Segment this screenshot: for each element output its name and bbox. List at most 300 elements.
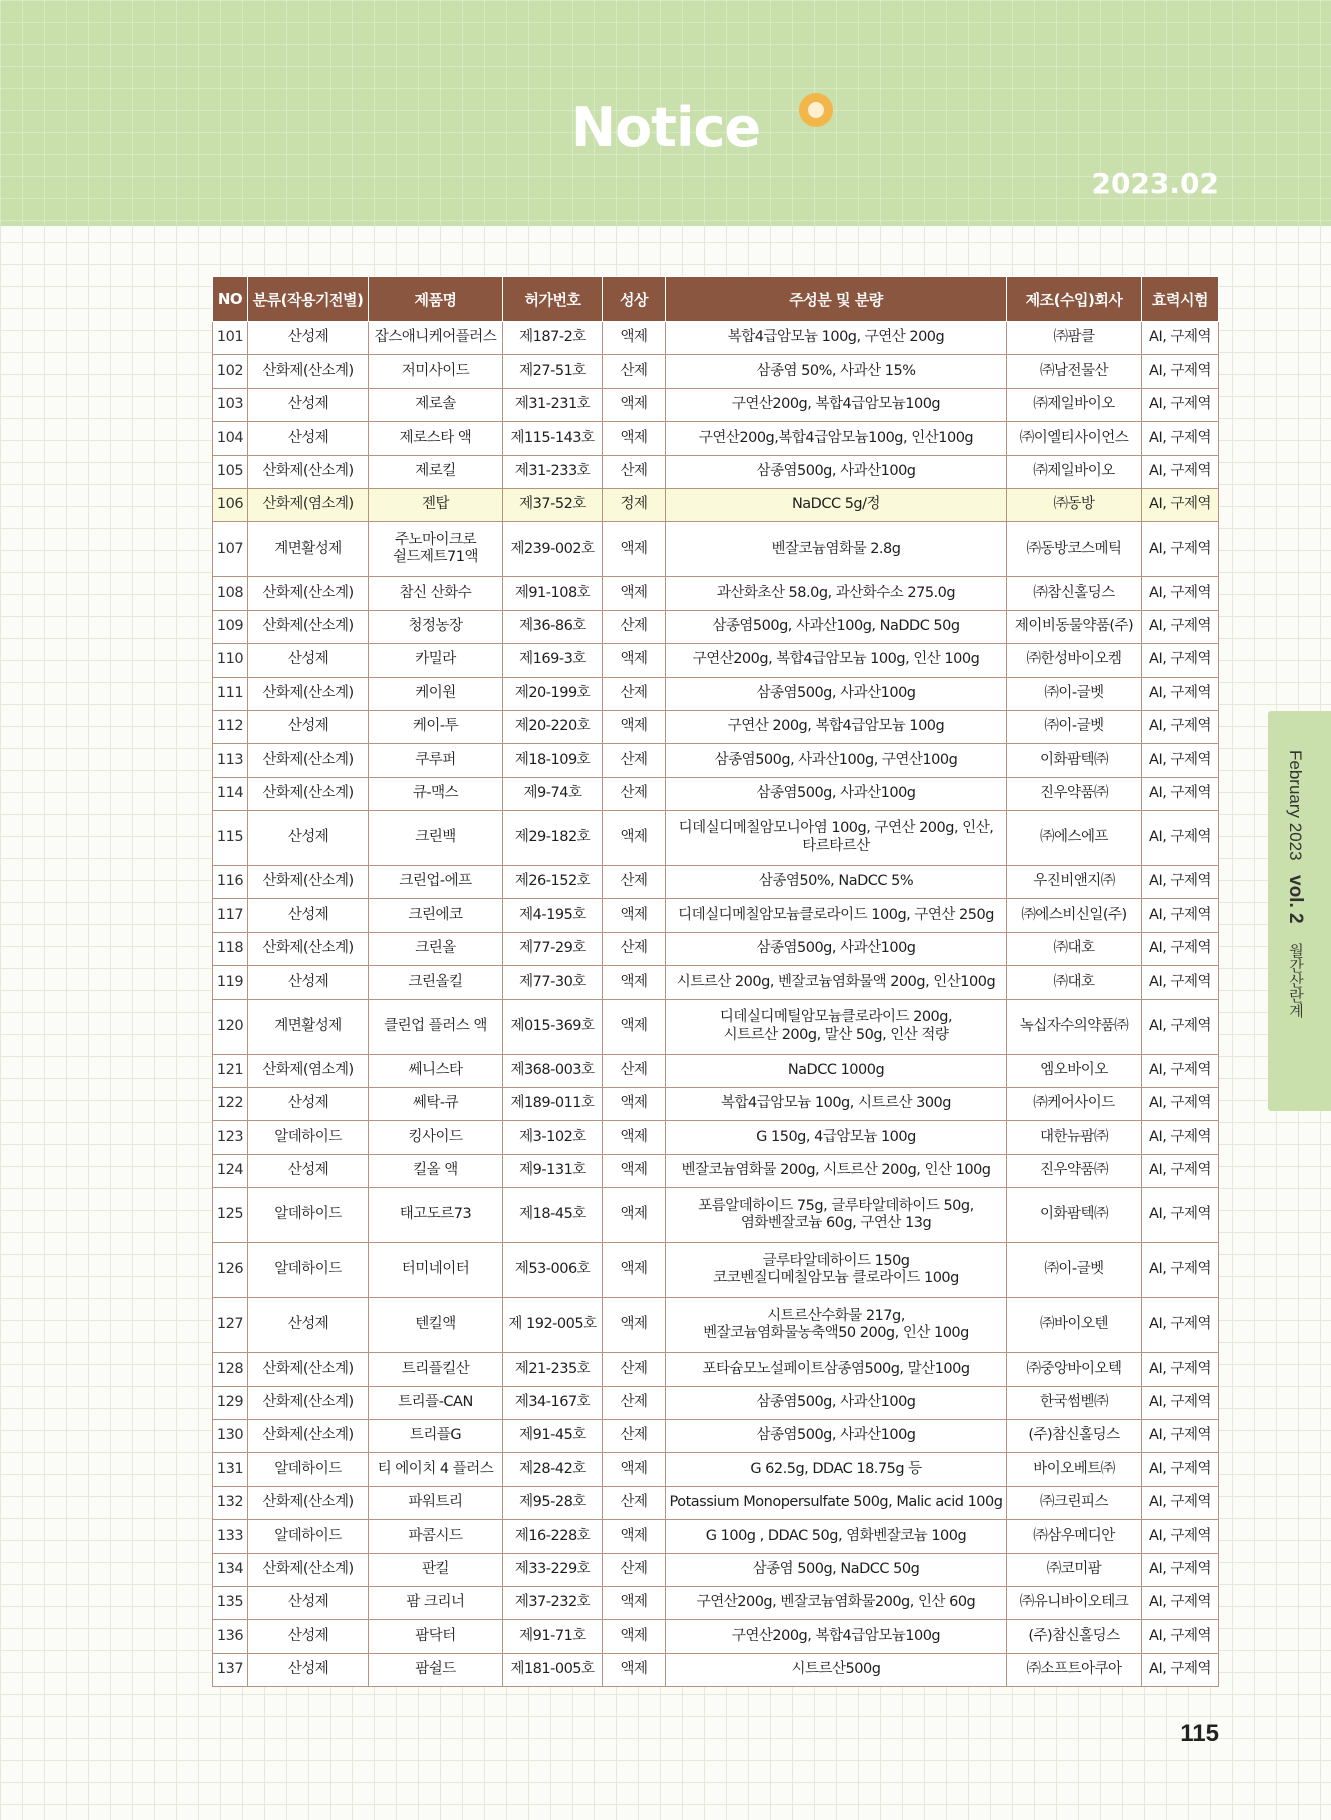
cell-ingredients: 시트르산수화물 217g, 벤잘코늄염화물농축액50 200g, 인산 100g — [666, 1298, 1007, 1353]
cell-test: AI, 구제역 — [1142, 1553, 1219, 1586]
cell-category: 산화제(산소계) — [248, 866, 369, 899]
cell-maker: 바이오베트㈜ — [1007, 1453, 1142, 1486]
cell-no: 113 — [213, 744, 248, 777]
cell-maker: 우진비앤지㈜ — [1007, 866, 1142, 899]
cell-ingredients: 벤잘코늄염화물 200g, 시트르산 200g, 인산 100g — [666, 1154, 1007, 1187]
cell-license: 제169-3호 — [503, 644, 603, 677]
cell-no: 137 — [213, 1653, 248, 1686]
cell-license: 제015-369호 — [503, 999, 603, 1054]
cell-test: AI, 구제역 — [1142, 488, 1219, 521]
cell-ingredients: 구연산200g, 벤잘코늄염화물200g, 인산 60g — [666, 1586, 1007, 1619]
cell-category: 알데하이드 — [248, 1243, 369, 1298]
cell-maker: ㈜삼우메디안 — [1007, 1520, 1142, 1553]
cell-test: AI, 구제역 — [1142, 1154, 1219, 1187]
disinfectant-table — [212, 276, 1219, 1687]
cell-form: 액제 — [603, 966, 666, 999]
cell-product: 케이-투 — [369, 710, 503, 743]
cell-category: 산화제(염소계) — [248, 1054, 369, 1087]
cell-product: 크린에코 — [369, 899, 503, 932]
cell-category: 산화제(산소계) — [248, 1553, 369, 1586]
cell-no: 114 — [213, 777, 248, 810]
cell-category: 산성제 — [248, 388, 369, 421]
cell-maker: 제이비동물약품(주) — [1007, 610, 1142, 643]
cell-license: 제28-42호 — [503, 1453, 603, 1486]
cell-form: 산제 — [603, 1353, 666, 1386]
cell-form: 액제 — [603, 1520, 666, 1553]
cell-maker: 한국썸벧㈜ — [1007, 1386, 1142, 1419]
cell-ingredients: 과산화초산 58.0g, 과산화수소 275.0g — [666, 577, 1007, 610]
cell-product: 제로스타 액 — [369, 422, 503, 455]
cell-test: AI, 구제역 — [1142, 966, 1219, 999]
cell-test: AI, 구제역 — [1142, 455, 1219, 488]
cell-ingredients: G 100g , DDAC 50g, 염화벤잘코늄 100g — [666, 1520, 1007, 1553]
table-row — [213, 355, 1219, 388]
cell-maker: ㈜이엘티사이언스 — [1007, 422, 1142, 455]
cell-product: 트리플G — [369, 1419, 503, 1452]
cell-no: 106 — [213, 488, 248, 521]
cell-category: 계면활성제 — [248, 999, 369, 1054]
cell-ingredients: 삼종염500g, 사과산100g — [666, 932, 1007, 965]
table-row — [213, 1520, 1219, 1553]
cell-no: 127 — [213, 1298, 248, 1353]
cell-ingredients: 삼종염500g, 사과산100g — [666, 455, 1007, 488]
cell-form: 산제 — [603, 455, 666, 488]
cell-no: 119 — [213, 966, 248, 999]
cell-product: 크린백 — [369, 811, 503, 866]
cell-maker: ㈜이-글벳 — [1007, 677, 1142, 710]
side-tab-volume: vol. 2 — [1285, 875, 1306, 924]
cell-maker: ㈜에스비신일(주) — [1007, 899, 1142, 932]
table-row — [213, 932, 1219, 965]
table-row — [213, 1088, 1219, 1121]
cell-maker: ㈜크린피스 — [1007, 1486, 1142, 1519]
cell-maker: 진우약품㈜ — [1007, 1154, 1142, 1187]
table-header-row — [213, 277, 1219, 322]
cell-form: 산제 — [603, 1386, 666, 1419]
cell-product: 제로솔 — [369, 388, 503, 421]
cell-product: 쎄탁-큐 — [369, 1088, 503, 1121]
table-row — [213, 811, 1219, 866]
cell-maker: ㈜동방코스메틱 — [1007, 522, 1142, 577]
cell-test: AI, 구제역 — [1142, 1188, 1219, 1243]
cell-test: AI, 구제역 — [1142, 1453, 1219, 1486]
cell-product: 터미네이터 — [369, 1243, 503, 1298]
cell-product: 참신 산화수 — [369, 577, 503, 610]
cell-product: 잡스애니케어플러스 — [369, 322, 503, 355]
cell-form: 액제 — [603, 710, 666, 743]
cell-product: 티 에이치 4 플러스 — [369, 1453, 503, 1486]
cell-test: AI, 구제역 — [1142, 610, 1219, 643]
cell-category: 산화제(산소계) — [248, 610, 369, 643]
cell-license: 제53-006호 — [503, 1243, 603, 1298]
cell-form: 액제 — [603, 899, 666, 932]
cell-no: 121 — [213, 1054, 248, 1087]
cell-license: 제34-167호 — [503, 1386, 603, 1419]
column-header-no: NO — [213, 277, 248, 322]
cell-license: 제18-45호 — [503, 1188, 603, 1243]
column-header-license: 허가번호 — [503, 277, 603, 322]
cell-no: 107 — [213, 522, 248, 577]
cell-test: AI, 구제역 — [1142, 1054, 1219, 1087]
table-row — [213, 322, 1219, 355]
cell-no: 109 — [213, 610, 248, 643]
cell-test: AI, 구제역 — [1142, 355, 1219, 388]
cell-no: 129 — [213, 1386, 248, 1419]
cell-license: 제77-30호 — [503, 966, 603, 999]
cell-product: 판킬 — [369, 1553, 503, 1586]
cell-maker: ㈜바이오텐 — [1007, 1298, 1142, 1353]
cell-no: 132 — [213, 1486, 248, 1519]
cell-test: AI, 구제역 — [1142, 744, 1219, 777]
cell-category: 계면활성제 — [248, 522, 369, 577]
table-row — [213, 710, 1219, 743]
cell-maker: ㈜제일바이오 — [1007, 455, 1142, 488]
cell-form: 산제 — [603, 932, 666, 965]
cell-no: 123 — [213, 1121, 248, 1154]
table-row — [213, 1121, 1219, 1154]
table-row — [213, 422, 1219, 455]
table-row — [213, 744, 1219, 777]
cell-license: 제181-005호 — [503, 1653, 603, 1686]
cell-form: 액제 — [603, 577, 666, 610]
cell-form: 액제 — [603, 1298, 666, 1353]
cell-license: 제91-71호 — [503, 1620, 603, 1653]
cell-license: 제95-28호 — [503, 1486, 603, 1519]
cell-category: 산화제(산소계) — [248, 1386, 369, 1419]
cell-product: 파워트리 — [369, 1486, 503, 1519]
table-row — [213, 899, 1219, 932]
cell-maker: ㈜대호 — [1007, 966, 1142, 999]
cell-maker: 대한뉴팜㈜ — [1007, 1121, 1142, 1154]
cell-no: 102 — [213, 355, 248, 388]
cell-test: AI, 구제역 — [1142, 522, 1219, 577]
table-row — [213, 1353, 1219, 1386]
cell-form: 산제 — [603, 744, 666, 777]
cell-category: 산화제(산소계) — [248, 1486, 369, 1519]
table-row — [213, 488, 1219, 521]
table-row — [213, 1154, 1219, 1187]
cell-form: 산제 — [603, 677, 666, 710]
cell-product: 저미사이드 — [369, 355, 503, 388]
cell-license: 제9-74호 — [503, 777, 603, 810]
cell-test: AI, 구제역 — [1142, 932, 1219, 965]
cell-license: 제31-231호 — [503, 388, 603, 421]
cell-ingredients: 디데실디메틸암모늄클로라이드 200g, 시트르산 200g, 말산 50g, 인산 적량 — [666, 999, 1007, 1054]
cell-form: 액제 — [603, 644, 666, 677]
table-row — [213, 866, 1219, 899]
cell-maker: ㈜동방 — [1007, 488, 1142, 521]
cell-test: AI, 구제역 — [1142, 710, 1219, 743]
cell-test: AI, 구제역 — [1142, 322, 1219, 355]
cell-form: 산제 — [603, 610, 666, 643]
cell-category: 산화제(산소계) — [248, 744, 369, 777]
cell-maker: ㈜유니바이오테크 — [1007, 1586, 1142, 1619]
cell-product: 트리플킬산 — [369, 1353, 503, 1386]
cell-category: 산성제 — [248, 644, 369, 677]
cell-test: AI, 구제역 — [1142, 999, 1219, 1054]
cell-form: 액제 — [603, 1653, 666, 1686]
table-row — [213, 1386, 1219, 1419]
cell-license: 제189-011호 — [503, 1088, 603, 1121]
cell-license: 제3-102호 — [503, 1121, 603, 1154]
cell-maker: ㈜소프트아쿠아 — [1007, 1653, 1142, 1686]
cell-maker: ㈜코미팜 — [1007, 1553, 1142, 1586]
page-number: 115 — [1180, 1720, 1219, 1747]
side-tab-month-year: February 2023 — [1286, 750, 1305, 861]
issue-date: 2023.02 — [1091, 167, 1219, 200]
cell-no: 134 — [213, 1553, 248, 1586]
cell-product: 팜 크리너 — [369, 1586, 503, 1619]
cell-test: AI, 구제역 — [1142, 1586, 1219, 1619]
cell-category: 산성제 — [248, 1298, 369, 1353]
cell-form: 액제 — [603, 999, 666, 1054]
cell-no: 116 — [213, 866, 248, 899]
column-header-ingredients: 주성분 및 분량 — [666, 277, 1007, 322]
cell-test: AI, 구제역 — [1142, 1298, 1219, 1353]
cell-license: 제91-108호 — [503, 577, 603, 610]
cell-test: AI, 구제역 — [1142, 677, 1219, 710]
cell-no: 110 — [213, 644, 248, 677]
cell-ingredients: 삼종염500g, 사과산100g — [666, 677, 1007, 710]
cell-maker: ㈜제일바이오 — [1007, 388, 1142, 421]
cell-product: 주노마이크로 쉴드제트71액 — [369, 522, 503, 577]
cell-product: 큐-맥스 — [369, 777, 503, 810]
cell-license: 제20-220호 — [503, 710, 603, 743]
cell-product: 트리플-CAN — [369, 1386, 503, 1419]
cell-category: 산성제 — [248, 1088, 369, 1121]
cell-form: 액제 — [603, 1154, 666, 1187]
cell-no: 120 — [213, 999, 248, 1054]
cell-ingredients: Potassium Monopersulfate 500g, Malic acid 100g — [666, 1486, 1007, 1519]
cell-form: 액제 — [603, 1586, 666, 1619]
cell-license: 제16-228호 — [503, 1520, 603, 1553]
cell-form: 액제 — [603, 522, 666, 577]
cell-test: AI, 구제역 — [1142, 1386, 1219, 1419]
cell-form: 액제 — [603, 1088, 666, 1121]
table-row — [213, 1486, 1219, 1519]
table-row — [213, 1298, 1219, 1353]
cell-license: 제9-131호 — [503, 1154, 603, 1187]
cell-form: 산제 — [603, 355, 666, 388]
table-row — [213, 1553, 1219, 1586]
table-row — [213, 1586, 1219, 1619]
cell-product: 크린올 — [369, 932, 503, 965]
cell-ingredients: NaDCC 5g/정 — [666, 488, 1007, 521]
column-header-test: 효력시험 — [1142, 277, 1219, 322]
cell-form: 액제 — [603, 1243, 666, 1298]
cell-form: 산제 — [603, 777, 666, 810]
column-header-form: 성상 — [603, 277, 666, 322]
cell-product: 파콤시드 — [369, 1520, 503, 1553]
cell-maker: ㈜팜클 — [1007, 322, 1142, 355]
cell-test: AI, 구제역 — [1142, 1419, 1219, 1452]
cell-product: 클린업 플러스 액 — [369, 999, 503, 1054]
side-tab-magazine: 월간산란계 — [1287, 942, 1304, 1018]
cell-license: 제 192-005호 — [503, 1298, 603, 1353]
cell-ingredients: 포름알데하이드 75g, 글루타알데하이드 50g, 염화벤잘코늄 60g, 구연산 13g — [666, 1188, 1007, 1243]
cell-ingredients: 삼종염 50%, 사과산 15% — [666, 355, 1007, 388]
cell-no: 125 — [213, 1188, 248, 1243]
cell-product: 카밀라 — [369, 644, 503, 677]
table-row — [213, 1188, 1219, 1243]
cell-ingredients: 삼종염500g, 사과산100g — [666, 777, 1007, 810]
cell-test: AI, 구제역 — [1142, 777, 1219, 810]
cell-ingredients: 구연산200g, 복합4급암모늄100g — [666, 388, 1007, 421]
cell-license: 제239-002호 — [503, 522, 603, 577]
cell-no: 104 — [213, 422, 248, 455]
cell-product: 텐킬액 — [369, 1298, 503, 1353]
cell-no: 122 — [213, 1088, 248, 1121]
cell-license: 제18-109호 — [503, 744, 603, 777]
cell-form: 산제 — [603, 1553, 666, 1586]
cell-ingredients: 삼종염500g, 사과산100g — [666, 1386, 1007, 1419]
cell-category: 산성제 — [248, 422, 369, 455]
cell-form: 액제 — [603, 422, 666, 455]
cell-no: 115 — [213, 811, 248, 866]
cell-license: 제33-229호 — [503, 1553, 603, 1586]
table-row — [213, 1653, 1219, 1686]
cell-maker: 이화팜텍㈜ — [1007, 1188, 1142, 1243]
cell-maker: 진우약품㈜ — [1007, 777, 1142, 810]
cell-license: 제31-233호 — [503, 455, 603, 488]
cell-product: 킹사이드 — [369, 1121, 503, 1154]
cell-no: 101 — [213, 322, 248, 355]
table-row — [213, 522, 1219, 577]
cell-ingredients: 포타슘모노설페이트삼종염500g, 말산100g — [666, 1353, 1007, 1386]
cell-ingredients: 글루타알데하이드 150g 코코벤질디메칠암모늄 클로라이드 100g — [666, 1243, 1007, 1298]
table-row — [213, 610, 1219, 643]
cell-category: 알데하이드 — [248, 1121, 369, 1154]
cell-maker: ㈜참신홀딩스 — [1007, 577, 1142, 610]
cell-product: 케이원 — [369, 677, 503, 710]
cell-maker: (주)참신홀딩스 — [1007, 1620, 1142, 1653]
cell-ingredients: 구연산200g,복합4급암모늄100g, 인산100g — [666, 422, 1007, 455]
disinfectant-table-wrapper — [212, 276, 1218, 1687]
cell-maker: ㈜한성바이오켐 — [1007, 644, 1142, 677]
cell-test: AI, 구제역 — [1142, 1243, 1219, 1298]
cell-test: AI, 구제역 — [1142, 899, 1219, 932]
cell-license: 제77-29호 — [503, 932, 603, 965]
table-row — [213, 1419, 1219, 1452]
cell-form: 정제 — [603, 488, 666, 521]
cell-no: 112 — [213, 710, 248, 743]
cell-category: 알데하이드 — [248, 1188, 369, 1243]
cell-category: 산성제 — [248, 322, 369, 355]
cell-form: 산제 — [603, 1419, 666, 1452]
cell-category: 산화제(산소계) — [248, 932, 369, 965]
cell-ingredients: 삼종염500g, 사과산100g, NaDDC 50g — [666, 610, 1007, 643]
cell-product: 청정농장 — [369, 610, 503, 643]
table-body — [213, 322, 1219, 1687]
cell-test: AI, 구제역 — [1142, 1486, 1219, 1519]
cell-form: 액제 — [603, 1453, 666, 1486]
cell-no: 135 — [213, 1586, 248, 1619]
cell-license: 제36-86호 — [503, 610, 603, 643]
cell-category: 산성제 — [248, 811, 369, 866]
cell-test: AI, 구제역 — [1142, 811, 1219, 866]
cell-maker: 이화팜텍㈜ — [1007, 744, 1142, 777]
cell-no: 118 — [213, 932, 248, 965]
cell-form: 액제 — [603, 1620, 666, 1653]
cell-no: 126 — [213, 1243, 248, 1298]
cell-product: 쿠루퍼 — [369, 744, 503, 777]
cell-form: 액제 — [603, 1121, 666, 1154]
table-row — [213, 999, 1219, 1054]
cell-ingredients: 삼종염500g, 사과산100g — [666, 1419, 1007, 1452]
cell-form: 산제 — [603, 1486, 666, 1519]
cell-product: 쎄니스타 — [369, 1054, 503, 1087]
cell-no: 111 — [213, 677, 248, 710]
cell-category: 알데하이드 — [248, 1453, 369, 1486]
cell-maker: ㈜에스에프 — [1007, 811, 1142, 866]
cell-ingredients: 구연산200g, 복합4급암모늄 100g, 인산 100g — [666, 644, 1007, 677]
cell-category: 산화제(산소계) — [248, 1353, 369, 1386]
cell-category: 산성제 — [248, 899, 369, 932]
table-row — [213, 388, 1219, 421]
cell-product: 킬올 액 — [369, 1154, 503, 1187]
table-row — [213, 1453, 1219, 1486]
cell-test: AI, 구제역 — [1142, 577, 1219, 610]
table-row — [213, 577, 1219, 610]
cell-product: 태고도르73 — [369, 1188, 503, 1243]
cell-test: AI, 구제역 — [1142, 422, 1219, 455]
cell-license: 제29-182호 — [503, 811, 603, 866]
cell-ingredients: 삼종염500g, 사과산100g, 구연산100g — [666, 744, 1007, 777]
cell-no: 136 — [213, 1620, 248, 1653]
cell-category: 산화제(산소계) — [248, 1419, 369, 1452]
cell-ingredients: 디데실디메칠암모늄클로라이드 100g, 구연산 250g — [666, 899, 1007, 932]
cell-test: AI, 구제역 — [1142, 1088, 1219, 1121]
cell-category: 산화제(산소계) — [248, 455, 369, 488]
cell-test: AI, 구제역 — [1142, 388, 1219, 421]
table-row — [213, 677, 1219, 710]
table-row — [213, 966, 1219, 999]
cell-product: 팜닥터 — [369, 1620, 503, 1653]
cell-maker: (주)참신홀딩스 — [1007, 1419, 1142, 1452]
cell-no: 108 — [213, 577, 248, 610]
cell-category: 산성제 — [248, 710, 369, 743]
circle-dot-icon — [799, 93, 833, 127]
cell-ingredients: 시트르산500g — [666, 1653, 1007, 1686]
cell-test: AI, 구제역 — [1142, 1520, 1219, 1553]
cell-license: 제37-232호 — [503, 1586, 603, 1619]
column-header-product: 제품명 — [369, 277, 503, 322]
cell-test: AI, 구제역 — [1142, 1653, 1219, 1686]
column-header-category: 분류(작용기전별) — [248, 277, 369, 322]
cell-form: 액제 — [603, 388, 666, 421]
cell-no: 130 — [213, 1419, 248, 1452]
cell-category: 산화제(산소계) — [248, 677, 369, 710]
cell-test: AI, 구제역 — [1142, 644, 1219, 677]
cell-category: 산성제 — [248, 1586, 369, 1619]
cell-form: 액제 — [603, 322, 666, 355]
cell-no: 131 — [213, 1453, 248, 1486]
cell-product: 젠탑 — [369, 488, 503, 521]
cell-form: 산제 — [603, 866, 666, 899]
cell-ingredients: 구연산 200g, 복합4급암모늄 100g — [666, 710, 1007, 743]
cell-category: 알데하이드 — [248, 1520, 369, 1553]
side-tab-text — [1284, 750, 1306, 1018]
cell-license: 제115-143호 — [503, 422, 603, 455]
table-row — [213, 1620, 1219, 1653]
cell-category: 산성제 — [248, 1154, 369, 1187]
cell-ingredients: 복합4급암모늄 100g, 구연산 200g — [666, 322, 1007, 355]
cell-product: 제로킬 — [369, 455, 503, 488]
cell-form: 액제 — [603, 811, 666, 866]
cell-license: 제187-2호 — [503, 322, 603, 355]
cell-no: 105 — [213, 455, 248, 488]
cell-ingredients: 디데실디메칠암모니아염 100g, 구연산 200g, 인산, 타르타르산 — [666, 811, 1007, 866]
